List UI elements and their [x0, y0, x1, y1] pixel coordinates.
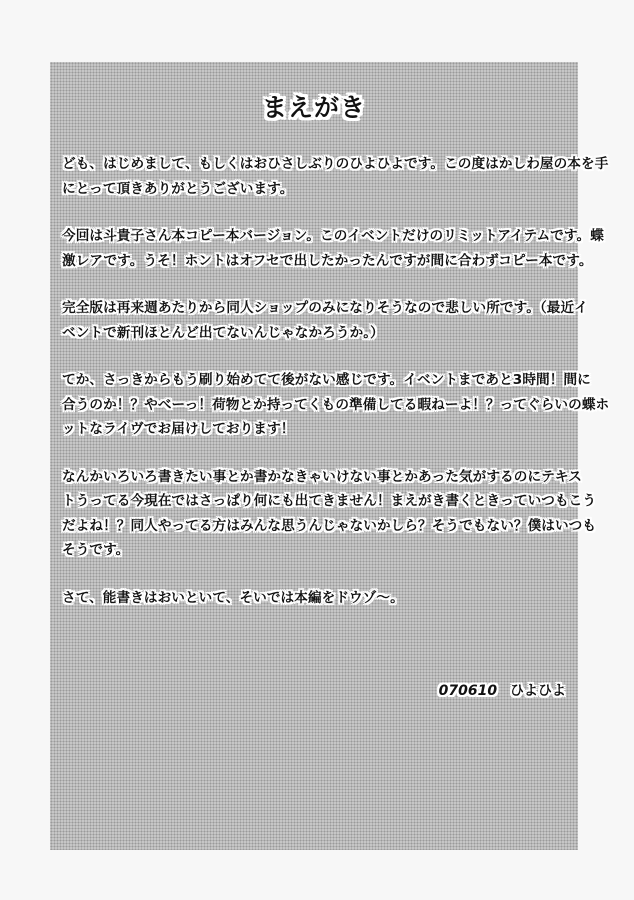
text-line: 合うのか！？やべーっ！荷物とか持ってくもの準備してる暇ねーよ！？ってぐらいの蝶ホ: [62, 396, 610, 413]
paragraph-4: [62, 368, 610, 442]
text-line: トうってる今現在ではさっぱり何にも出てきません！まえがき書くときっていつもこう: [62, 493, 597, 509]
text-line: だよね！？同人やってる方はみんな思うんじゃないかしら？そうでもない？僕はいつも: [62, 517, 597, 534]
signature-date: 070610: [438, 683, 498, 699]
text-line: ットなライヴでお届けしております！: [62, 421, 295, 437]
text-line: そうです。: [62, 542, 130, 558]
paragraph-3: [62, 296, 588, 345]
text-line: 今回は斗貴子さん本コピー本バージョン。このイベントだけのリミットアイテムです。蝶: [62, 228, 604, 244]
paragraph-2: [62, 224, 604, 273]
text-line: なんかいろいろ書きたい事とか書かなきゃいけない事とかあった気がするのにテキス: [62, 468, 582, 485]
text-line: さて、能書きはおいといて、そいでは本編をドウゾ～。: [62, 589, 404, 606]
signature-name: ひよひよ: [510, 683, 566, 699]
text-line: ども、はじめまして、もしくはおひさしぶりのひよひよです。この度はかしわ屋の本を手: [62, 156, 609, 172]
signature: [439, 680, 566, 700]
text-line: 激レアです。うそ！ホントはオフセで出したかったんですが間に合わずコピー本です。: [62, 252, 593, 269]
paragraph-1: [62, 152, 609, 201]
body-text: [62, 152, 610, 633]
page-title: まえがき: [261, 93, 366, 122]
text-line: ベントで新刊ほとんど出てないんじゃなかろうか。）: [62, 324, 384, 341]
text-line: にとって頂きありがとうございます。: [62, 180, 294, 197]
title-area: [50, 88, 578, 124]
paragraph-5: [62, 465, 597, 563]
text-line: てか、さっきからもう刷り始めてて後がない感じです。イベントまであと3時間！間に: [62, 372, 591, 388]
text-line: 完全版は再来週あたりから同人ショップのみになりそうなので悲しい所です。（最近イ: [62, 300, 588, 316]
text-panel: [50, 62, 610, 850]
paragraph-6: [62, 586, 572, 611]
